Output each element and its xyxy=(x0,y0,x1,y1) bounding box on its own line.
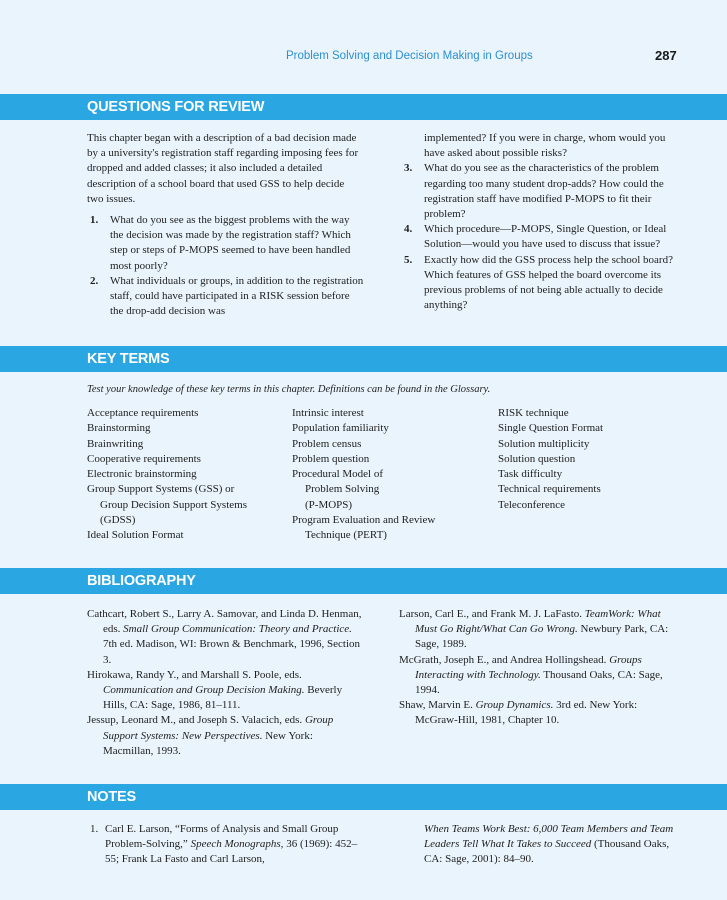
key-terms-intro: Test your knowledge of these key terms in this chapter. Definitions can be found in the Glossary. xyxy=(87,384,491,395)
questions-right-column xyxy=(401,131,677,313)
key-term: Solution question xyxy=(498,452,576,465)
key-term: Brainstorming xyxy=(87,422,151,435)
key-term: Acceptance requirements xyxy=(87,407,199,419)
questions-left-column xyxy=(87,131,365,319)
bibliography-entry: Larson, Carl E., and Frank M. J. LaFasto. TeamWork: What Must Go Right/What Can Go Wrong. Newbury Park, CA: Sage, 1989. xyxy=(399,608,669,651)
bibliography-entry: Shaw, Marvin E. Group Dynamics. 3rd ed. New York: McGraw-Hill, 1981, Chapter 10. xyxy=(399,699,638,727)
bibliography-entry: Jessup, Leonard M., and Joseph S. Valacich, eds. Group Support Systems: New Perspectives. New York: Macmillan, 1993. xyxy=(87,714,334,757)
question-item-continued: implemented? If you were in charge, whom would you have asked about possible risks? xyxy=(424,132,666,160)
key-term: Task difficulty xyxy=(498,468,563,481)
key-term: Brainwriting xyxy=(87,437,144,450)
notes-heading-band xyxy=(0,784,727,810)
question-item: 2. What individuals or groups, in addition to the registration staff, could have participated in a RISK session before the drop-add decision was xyxy=(90,274,364,318)
running-head: Problem Solving and Decision Making in Groups xyxy=(286,50,533,62)
questions-heading: QUESTIONS FOR REVIEW xyxy=(87,99,265,115)
question-item: 5. Exactly how did the GSS process help the school board? Which features of GSS helped the board overcome its previous problems of not being able actually to decide anything? xyxy=(404,253,673,312)
key-term: Problem question xyxy=(292,452,370,465)
key-term-continued: Problem Solving xyxy=(305,483,380,496)
key-term-continued: (GDSS) xyxy=(100,514,136,527)
key-term: Intrinsic interest xyxy=(292,407,364,419)
notes-heading: NOTES xyxy=(87,789,136,805)
questions-intro: This chapter began with a description of a bad decision made by a university's registration staff regarding imposing fees for dropped and added classes; it also included a detailed description of a school board that used GSS to help decide two issues. xyxy=(87,132,359,205)
key-term: Procedural Model of xyxy=(292,468,384,481)
question-item: 3. What do you see as the characteristics of the problem regarding too many student drop-adds? How could the registration staff have modified P-MOPS to fit their problem? xyxy=(404,162,664,221)
bibliography-entry: Cathcart, Robert S., Larry A. Samovar, and Linda D. Henman, eds. Small Group Communication: Theory and Practice. 7th ed. Madison, WI: Brown & Benchmark, 1996, Section 3. xyxy=(87,608,362,666)
bibliography-heading-band xyxy=(0,568,727,594)
key-terms-heading-band xyxy=(0,346,727,372)
key-term: Group Support Systems (GSS) or xyxy=(87,483,235,496)
key-term-continued: Technique (PERT) xyxy=(305,529,387,542)
key-term-continued: Group Decision Support Systems xyxy=(100,498,247,511)
key-term: Population familiarity xyxy=(292,422,389,435)
key-term: Problem census xyxy=(292,437,362,450)
key-terms-column-1 xyxy=(87,406,247,544)
question-item: 4. Which procedure—P-MOPS, Single Question, or Ideal Solution—would you have used to discuss that issue? xyxy=(404,223,667,251)
bibliography-right-column xyxy=(399,607,681,729)
notes-left-column xyxy=(87,822,369,868)
bibliography-heading: BIBLIOGRAPHY xyxy=(87,573,196,589)
key-term: Ideal Solution Format xyxy=(87,529,184,542)
bibliography-entry: Hirokawa, Randy Y., and Marshall S. Poole, eds. Communication and Group Decision Making. Beverly Hills, CA: Sage, 1986, 81–111. xyxy=(87,668,343,712)
key-term: Electronic brainstorming xyxy=(87,468,197,481)
key-term: Solution multiplicity xyxy=(498,437,590,450)
key-term-continued: (P-MOPS) xyxy=(305,498,353,511)
key-term: Teleconference xyxy=(498,498,566,511)
key-terms-column-3 xyxy=(498,406,603,513)
key-terms-heading: KEY TERMS xyxy=(87,351,170,367)
questions-heading-band xyxy=(0,94,727,120)
key-term: Single Question Format xyxy=(498,422,604,435)
key-term: Technical requirements xyxy=(498,483,601,496)
key-terms-column-2 xyxy=(292,406,435,544)
note-entry: 1. Carl E. Larson, “Forms of Analysis and Small Group Problem-Solving,” Speech Monographs, 36 (1969): 452–55; Frank La Fasto and Carl Larson, xyxy=(90,823,358,866)
key-term: Cooperative requirements xyxy=(87,452,201,465)
key-term: Program Evaluation and Review xyxy=(292,514,436,527)
notes-right-column xyxy=(424,822,684,868)
note-entry-continued: When Teams Work Best: 6,000 Team Members and Team Leaders Tell What It Takes to Succeed (Thousand Oaks, CA: Sage, 2001): 84–90. xyxy=(424,823,674,866)
question-item: 1. What do you see as the biggest problems with the way the decision was made by the registration staff? Which step or steps of P-MOPS seemed to have been handled most poorly? xyxy=(90,214,351,272)
bibliography-entry: McGrath, Joseph E., and Andrea Hollingshead. Groups Interacting with Technology. Thousand Oaks, CA: Sage, 1994. xyxy=(399,653,663,697)
page-number: 287 xyxy=(655,48,677,63)
key-term: RISK technique xyxy=(498,407,569,419)
bibliography-left-column xyxy=(87,607,365,759)
